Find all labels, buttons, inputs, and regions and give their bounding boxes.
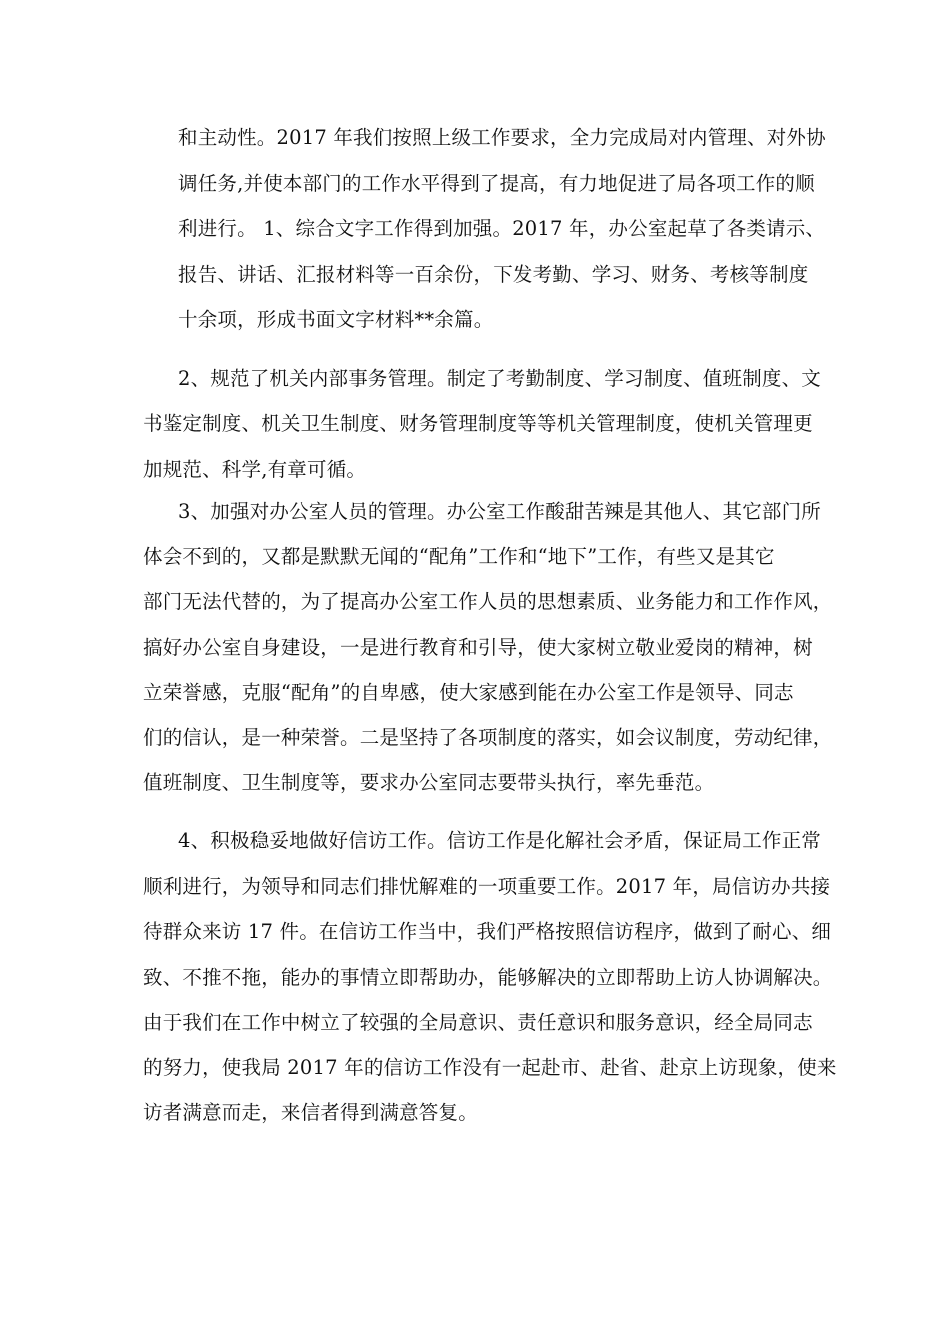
paragraph-2-line-3: 加规范、科学,有章可循。 xyxy=(143,458,367,481)
paragraph-2-line-2: 书鉴定制度、机关卫生制度、财务管理制度等等机关管理制度，使机关管理更 xyxy=(143,412,813,435)
paragraph-2-line-1: 2、规范了机关内部事务管理。制定了考勤制度、学习制度、值班制度、文 xyxy=(178,367,822,390)
paragraph-3-line-5: 立荣誉感，克服“配角”的自卑感，使大家感到能在办公室工作是领导、同志 xyxy=(143,681,794,704)
paragraph-4-line-2: 顺利进行，为领导和同志们排忧解难的一项重要工作。2017 年，局信访办共接 xyxy=(143,875,831,898)
paragraph-1-line-1: 和主动性。2017 年我们按照上级工作要求，全力完成局对内管理、对外协 xyxy=(178,126,826,149)
paragraph-4-line-3: 待群众来访 17 件。在信访工作当中，我们严格按照信访程序，做到了耐心、细 xyxy=(143,920,832,943)
paragraph-4-line-7: 访者满意而走，来信者得到满意答复。 xyxy=(143,1101,478,1124)
paragraph-1-line-4: 报告、讲话、汇报材料等一百余份，下发考勤、学习、财务、考核等制度 xyxy=(178,263,809,286)
paragraph-1-line-3: 利进行。 1、综合文字工作得到加强。2017 年，办公室起草了各类请示、 xyxy=(178,217,826,240)
paragraph-1-line-2: 调任务,并使本部门的工作水平得到了提高，有力地促进了局各项工作的顺 xyxy=(178,172,815,195)
paragraph-4-line-6: 的努力，使我局 2017 年的信访工作没有一起赴市、赴省、赴京上访现象，使来 xyxy=(143,1056,837,1079)
paragraph-3-line-7: 值班制度、卫生制度等，要求办公室同志要带头执行，率先垂范。 xyxy=(143,771,715,794)
paragraph-3-line-1: 3、加强对办公室人员的管理。办公室工作酸甜苦辣是其他人、其它部门所 xyxy=(178,500,822,523)
paragraph-4-line-5: 由于我们在工作中树立了较强的全局意识、责任意识和服务意识，经全局同志 xyxy=(143,1011,813,1034)
paragraph-3-line-4: 搞好办公室自身建设，一是进行教育和引导，使大家树立敬业爱岗的精神，树 xyxy=(143,636,813,659)
paragraph-4-line-1: 4、积极稳妥地做好信访工作。信访工作是化解社会矛盾，保证局工作正常 xyxy=(178,829,822,852)
paragraph-1-line-5: 十余项，形成书面文字材料**余篇。 xyxy=(178,308,494,331)
paragraph-3-line-3: 部门无法代替的，为了提高办公室工作人员的思想素质、业务能力和工作作风， xyxy=(143,590,833,613)
paragraph-3-line-2: 体会不到的，又都是默默无闻的“配角”工作和“地下”工作，有些又是其它 xyxy=(143,545,775,568)
paragraph-3-line-6: 们的信认，是一种荣誉。二是坚持了各项制度的落实，如会议制度，劳动纪律， xyxy=(143,726,833,749)
paragraph-4-line-4: 致、不推不拖，能办的事情立即帮助办，能够解决的立即帮助上访人协调解决。 xyxy=(143,966,833,989)
